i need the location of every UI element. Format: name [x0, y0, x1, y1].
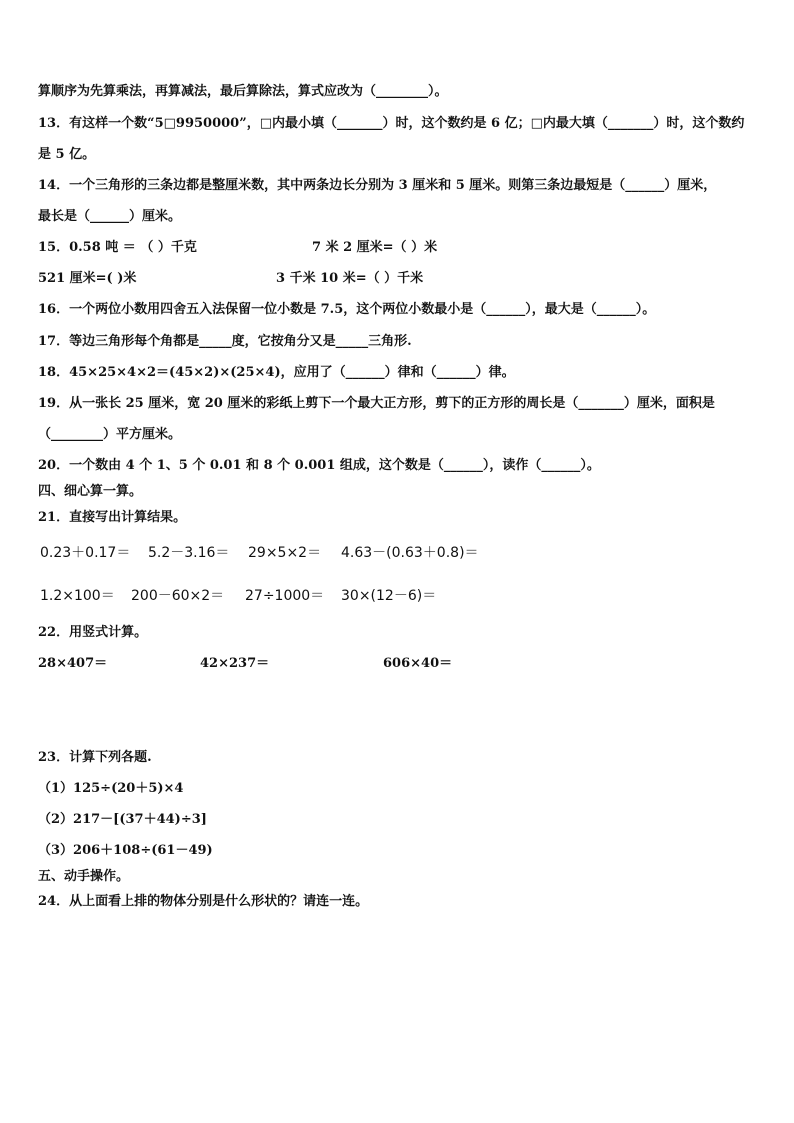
question-20: 20．一个数由 4 个 1、5 个 0.01 和 8 个 0.001 组成，这个数是（______），读作（______）。 [38, 458, 600, 473]
question-13-line-1: 13．有这样一个数“5□9950000”，□内最小填（_______）时，这个数约是 6 亿；□内最大填（_______）时，这个数约 [38, 116, 745, 131]
question-15-item-3: 521 厘米=( )米 [38, 271, 137, 286]
question-19-line-2: （________）平方厘米。 [38, 427, 182, 442]
calc-21-8: 30×(12－6)＝ [341, 588, 437, 604]
question-15-item-1: 15．0.58 吨 ＝ （ ）千克 [38, 240, 197, 255]
calc-23-1: （1）125÷(20＋5)×4 [38, 781, 184, 796]
calc-21-2: 5.2－3.16＝ [148, 545, 230, 561]
calc-23-3: （3）206＋108÷(61－49) [38, 843, 213, 858]
calc-21-4: 4.63－(0.63＋0.8)＝ [341, 545, 479, 561]
section-4-heading: 四、细心算一算。 [38, 484, 143, 499]
question-23: 23．计算下列各题. [38, 750, 152, 765]
calc-21-1: 0.23＋0.17＝ [40, 545, 131, 561]
calc-21-3: 29×5×2＝ [248, 545, 322, 561]
question-12-continuation: 算顺序为先算乘法，再算减法，最后算除法，算式应改为（________）。 [38, 84, 448, 99]
calc-23-2: （2）217－[(37＋44)÷3] [38, 812, 207, 827]
question-18: 18．45×25×4×2＝(45×2)×(25×4)，应用了（______）律和（______）律。 [38, 365, 515, 380]
question-21: 21．直接写出计算结果。 [38, 510, 187, 525]
calc-21-7: 27÷1000＝ [245, 588, 325, 604]
question-15-item-4: 3 千米 10 米=（ ）千米 [276, 271, 424, 286]
calc-22-3: 606×40＝ [383, 656, 453, 671]
calc-22-2: 42×237＝ [200, 656, 270, 671]
question-24: 24．从上面看上排的物体分别是什么形状的？请连一连。 [38, 894, 369, 909]
calc-21-6: 200－60×2＝ [131, 588, 225, 604]
question-14-line-2: 最长是（______）厘米。 [38, 209, 182, 224]
question-19-line-1: 19．从一张长 25 厘米，宽 20 厘米的彩纸上剪下一个最大正方形，剪下的正方形的周长是（_______）厘米，面积是 [38, 396, 715, 411]
question-14-line-1: 14．一个三角形的三条边都是整厘米数，其中两条边长分别为 3 厘米和 5 厘米。则第三条边最短是（______）厘米， [38, 178, 717, 193]
section-5-heading: 五、动手操作。 [38, 869, 130, 884]
question-17: 17．等边三角形每个角都是_____度，它按角分又是_____三角形. [38, 334, 412, 349]
calc-21-5: 1.2×100＝ [40, 588, 115, 604]
question-15-item-2: 7 米 2 厘米=（ ）米 [312, 240, 438, 255]
calc-22-1: 28×407＝ [38, 656, 108, 671]
question-16: 16．一个两位小数用四舍五入法保留一位小数是 7.5，这个两位小数最小是（______），最大是（______）。 [38, 302, 656, 317]
question-22: 22．用竖式计算。 [38, 625, 148, 640]
question-13-line-2: 是 5 亿。 [38, 147, 96, 162]
